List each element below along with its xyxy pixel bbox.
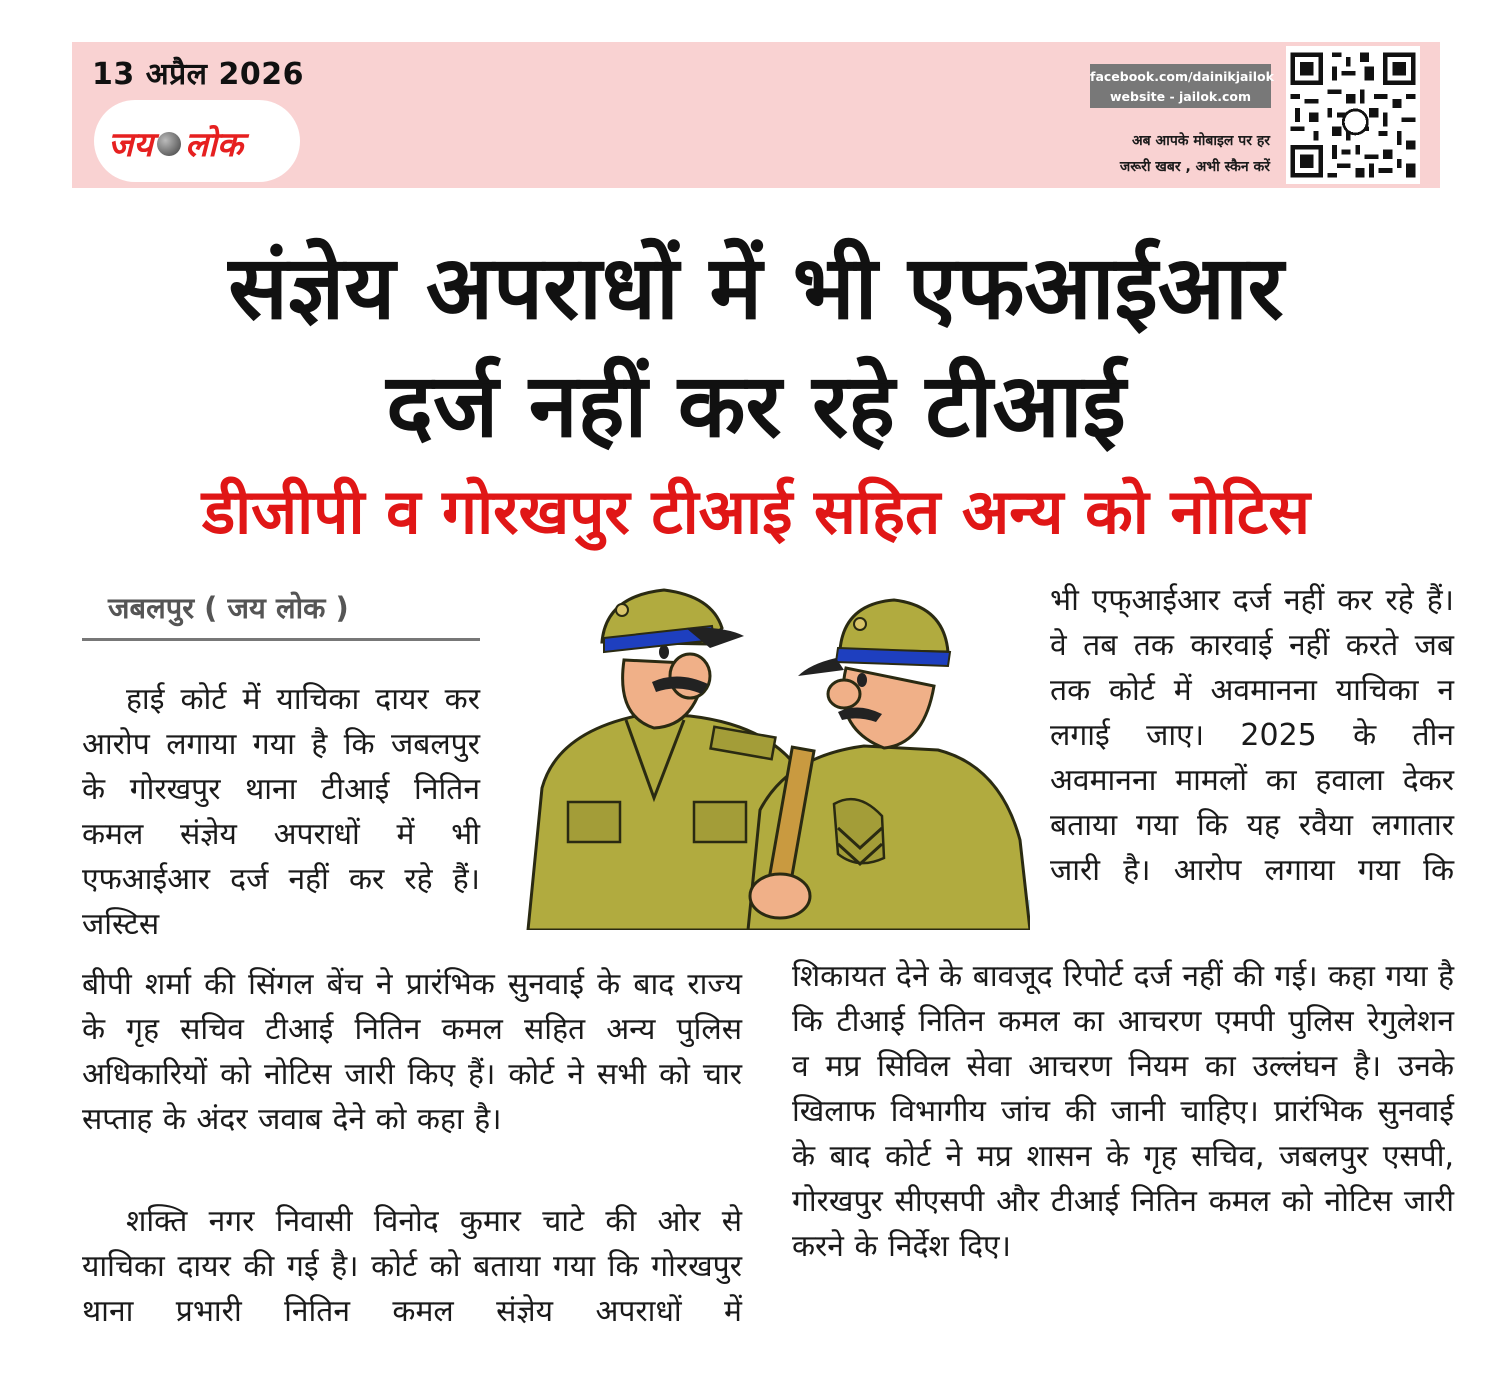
body-paragraph-3: भी एफ्आईआर दर्ज नहीं कर रहे हैं। वे तब तक कारवाई नहीं करते जब तक कोर्ट में अवमानना याचिका न लगाई जाए। 2025 के तीन अवमानना मामलों का हवाला देकर बताया गया कि यह रवैया लगातार जारी है। आरोप लगाया गया कि — [1050, 583, 1454, 888]
subheadline: डीजीपी व गोरखपुर टीआई सहित अन्य को नोटिस — [201, 475, 1311, 548]
issue-date: 13 अप्रैल 2026 — [92, 57, 304, 92]
body-paragraph-3-continued: शिकायत देने के बावजूद रिपोर्ट दर्ज नहीं की गई। कहा गया है कि टीआई नितिन कमल का आचरण एमपी पुलिस रेगुलेशन व मप्र सिविल सेवा आचरण नियम का उल्लंघन है। उनके खिलाफ विभागीय जांच की जानी चाहिए। प्रारंभिक सुनवाई के बाद कोर्ट ने मप्र शासन के गृह सचिव, जबलपुर एसपी, गोरखपुर सीएसपी और टीआई नितिन कमल को नोटिस जारी करने के निर्देश दिए। — [792, 959, 1454, 1264]
dateline: जबलपुर ( जय लोक ) — [108, 591, 349, 625]
website-link: website - jailok.com — [1109, 89, 1251, 104]
qr-code-icon — [1286, 46, 1420, 184]
newspaper-logo — [94, 100, 300, 182]
body-paragraph-1-continued: बीपी शर्मा की सिंगल बेंच ने प्रारंभिक सुनवाई के बाद राज्य के गृह सचिव टीआई नितिन कमल सहित अन्य पुलिस अधिकारियों को नोटिस जारी किए हैं। कोर्ट ने सभी को चार सप्ताह के अंदर जवाब देने को कहा है। — [82, 967, 742, 1137]
scan-prompt — [1084, 128, 1270, 180]
social-links-box — [1090, 64, 1274, 108]
masthead — [72, 42, 1440, 188]
headline-line-1: संज्ञेय अपराधों में भी एफआईआर — [228, 236, 1284, 339]
headline-line-2: दर्ज नहीं कर रहे टीआई — [386, 354, 1126, 457]
scan-prompt-line1: अब आपके मोबाइल पर हर — [1131, 133, 1270, 149]
scan-prompt-line2: जरूरी खबर , अभी स्कैन करें — [1119, 159, 1270, 175]
police-officers-cartoon — [498, 578, 1030, 930]
logo-wordmark: जय लोक — [108, 125, 243, 165]
dateline-divider — [82, 638, 480, 641]
body-paragraph-2: शक्ति नगर निवासी विनोद कुमार चाटे की ओर से याचिका दायर की गई है। कोर्ट को बताया गया कि गोरखपुर थाना प्रभारी नितिन कमल संज्ञेय अपराधों में — [82, 1204, 742, 1329]
body-paragraph-1: हाई कोर्ट में याचिका दायर कर आरोप लगाया गया है कि जबलपुर के गोरखपुर थाना टीआई नितिन कमल संज्ञेय अपराधों में भी एफआईआर दर्ज नहीं कर रहे हैं। जस्टिस — [82, 682, 480, 942]
facebook-link: facebook.com/dainikjailok — [1090, 69, 1274, 84]
globe-icon — [157, 132, 181, 156]
